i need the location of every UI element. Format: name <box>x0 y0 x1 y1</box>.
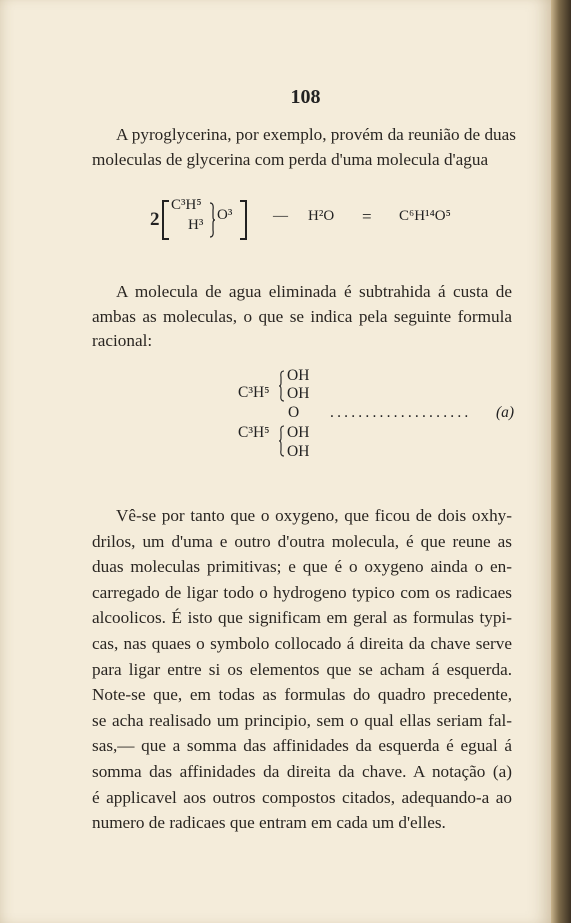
curly-brace <box>278 370 286 402</box>
pyroglycerin-formula <box>150 197 530 243</box>
book-page-edge <box>551 0 571 923</box>
formula-coefficient: 2 <box>150 209 160 230</box>
formula-water: H²O <box>308 208 335 224</box>
text-line: moleculas de glycerina com perda d'uma molecula d'agua <box>92 149 489 169</box>
paragraph-intro <box>92 123 516 172</box>
curly-brace <box>208 202 216 238</box>
square-bracket-right <box>238 200 248 240</box>
hydroxyl-group: OH <box>287 443 310 460</box>
text-line: racional: <box>92 331 153 350</box>
text-line: Vê-se por tanto que o oxygeno, que ficou de dois oxhy- <box>116 506 512 525</box>
text-line: ambas as moleculas, o que se indica pela seguinte formula <box>92 306 512 326</box>
curly-brace <box>278 425 286 457</box>
hydroxyl-group: OH <box>287 385 310 402</box>
formula-product: C⁶H¹⁴O⁵ <box>399 208 451 224</box>
text-line: drilos, um d'uma e outro d'outra molecula, é que reune as <box>92 531 512 551</box>
text-line: cas, nas quaes o symbolo collocado á direita da chave serve <box>92 633 512 653</box>
formula-minus: — <box>273 208 288 224</box>
text-line: somma das affinidades da direita da chave. A notação (a) <box>92 761 512 781</box>
paragraph-conclusion <box>92 503 512 836</box>
text-line: alcoolicos. É isto que significam em geral as formulas typi- <box>92 608 512 628</box>
text-line: A pyroglycerina, por exemplo, provém da reunião de duas <box>116 125 516 144</box>
formula-top-group: C³H⁵ <box>171 197 202 213</box>
text-line: sas,— que a somma das affinidades da esquerda é egual á <box>92 736 512 756</box>
formula-bottom-group: H³ <box>188 217 204 233</box>
text-line: A molecula de agua eliminada é subtrahida á custa de <box>116 282 512 301</box>
paragraph-explanation <box>92 280 512 354</box>
glyceryl-radical: C³H⁵ <box>238 424 270 441</box>
glyceryl-radical: C³H⁵ <box>238 384 270 401</box>
hydroxyl-group: OH <box>287 367 310 384</box>
formula-equals: = <box>362 207 374 226</box>
page-number: 108 <box>290 86 321 108</box>
formula-label: (a) <box>496 404 515 421</box>
text-line: duas moleculas primitivas; e que é o oxygeno ainda o en- <box>92 557 512 577</box>
text-line: numero de radicaes que entram em cada um d'elles. <box>92 813 446 833</box>
text-line: para ligar entre si os elementos que se acham á esquerda. <box>92 659 512 679</box>
hydroxyl-group: OH <box>287 424 310 441</box>
rational-formula <box>238 367 528 467</box>
text-line: carregado de ligar todo o hydrogeno typico com os radicaes <box>92 582 512 602</box>
text-line: Note-se que, em todas as formulas do quadro precedente, <box>92 685 512 705</box>
dot-leader: .................... <box>330 404 472 421</box>
text-line: se acha realisado um principio, sem o qual ellas seriam fal- <box>92 710 512 730</box>
text-line: é applicavel aos outros compostos citados, adequando-a ao <box>92 787 512 807</box>
formula-oxygen: O³ <box>217 207 233 223</box>
bridging-oxygen: O <box>288 404 300 421</box>
square-bracket-left <box>161 200 171 240</box>
